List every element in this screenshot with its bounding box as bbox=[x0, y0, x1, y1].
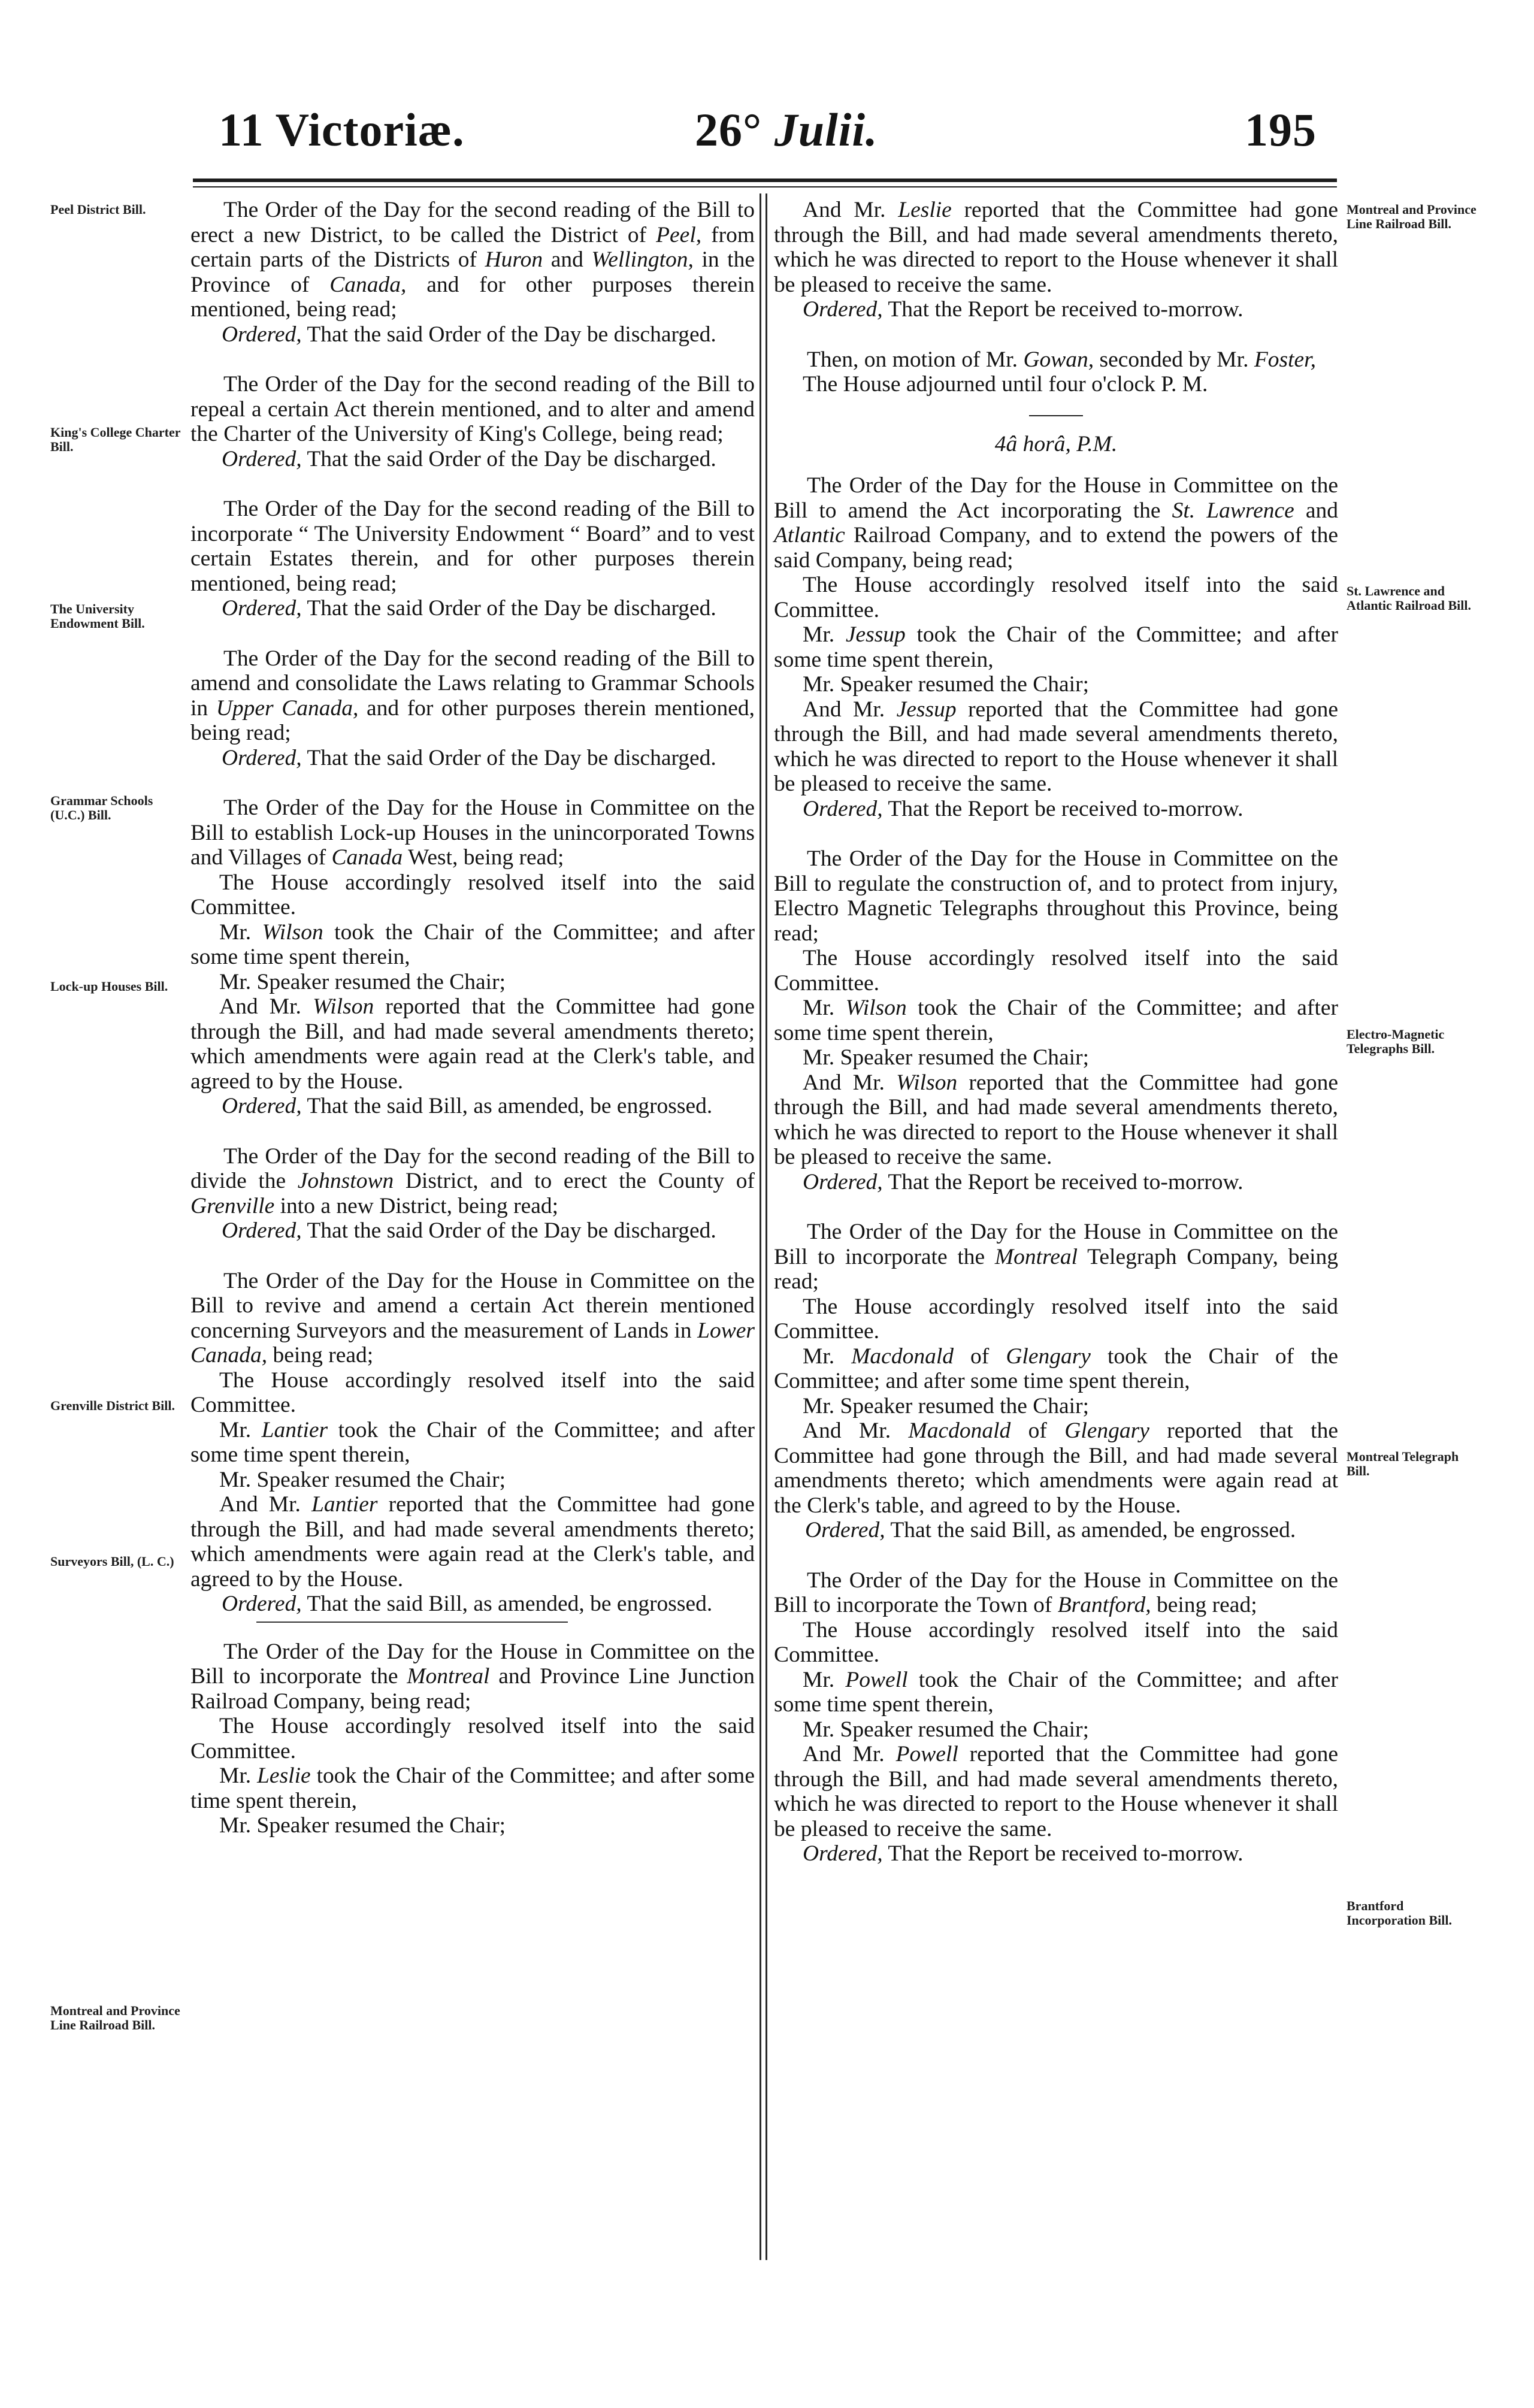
order-paragraph: Ordered, That the said Order of the Day be discharged. bbox=[222, 1218, 716, 1243]
paragraph: The House adjourned until four o'clock P. M. bbox=[803, 372, 1208, 397]
order-paragraph: Ordered, That the said Order of the Day be discharged. bbox=[222, 322, 716, 347]
margin-note-grammar: Grammar Schools (U.C.) Bill. bbox=[50, 793, 153, 822]
paragraph: Mr. Speaker resumed the Chair; bbox=[803, 1393, 1089, 1418]
margin-note-montreal-right: Montreal and Province Line Railroad Bill. bbox=[1347, 202, 1476, 231]
margin-note-grenville: Grenville District Bill. bbox=[50, 1398, 175, 1413]
paragraph: The House accordingly resolved itself into the said Committee. bbox=[190, 870, 755, 919]
paragraph: Mr. Speaker resumed the Chair; bbox=[803, 672, 1089, 697]
order-paragraph: Ordered, That the said Bill, as amended, be engrossed. bbox=[805, 1518, 1296, 1542]
margin-note-kings-college: King's College Charter Bill. bbox=[50, 425, 181, 454]
entry-st-lawrence bbox=[774, 473, 1338, 821]
order-paragraph: Ordered, That the Report be received to-morrow. bbox=[803, 796, 1243, 821]
column-divider-right bbox=[766, 193, 767, 2260]
paragraph: And Mr. Lantier reported that the Committee had gone through the Bill, and had made several amendments thereto; which amendments were again read at the Clerk's table, and agreed to by the House. bbox=[190, 1492, 755, 1592]
paragraph: Mr. Wilson took the Chair of the Committee; and after some time spent therein, bbox=[774, 996, 1338, 1045]
paragraph: Mr. Jessup took the Chair of the Committee; and after some time spent therein, bbox=[774, 622, 1338, 672]
paragraph: The Order of the Day for the second reading of the Bill to divide the Johnstown District, and to erect the County of Grenville into a new District, being read; bbox=[190, 1144, 755, 1218]
paragraph: Mr. Lantier took the Chair of the Committee; and after some time spent therein, bbox=[190, 1417, 755, 1467]
paragraph: Mr. Speaker resumed the Chair; bbox=[219, 969, 506, 994]
column-divider-left bbox=[760, 193, 761, 2260]
margin-note-montreal-telegraph: Montreal Telegraph Bill. bbox=[1347, 1449, 1459, 1478]
paragraph: The House accordingly resolved itself into the said Committee. bbox=[774, 946, 1338, 996]
margin-note-peel: Peel District Bill. bbox=[50, 202, 146, 217]
entry-brantford bbox=[774, 1568, 1338, 1866]
entry-electro-magnetic bbox=[774, 846, 1338, 1194]
order-paragraph: Ordered, That the Report be received to-morrow. bbox=[803, 1169, 1243, 1194]
entry-kings-college bbox=[190, 372, 755, 471]
paragraph: The House accordingly resolved itself into the said Committee. bbox=[774, 573, 1338, 622]
section-rule bbox=[256, 1622, 568, 1623]
paragraph: And Mr. Wilson reported that the Committee had gone through the Bill, and had made several amendments thereto; which amendments were again read at the Clerk's table, and agreed to by the House. bbox=[190, 994, 755, 1094]
time-heading: 4â horâ, P.M. bbox=[994, 431, 1118, 456]
entry-montreal-railroad-continued bbox=[774, 198, 1338, 322]
paragraph: The Order of the Day for the House in Committee on the Bill to establish Lock-up Houses in the unincorporated Towns and Villages of Canada West, being read; bbox=[190, 795, 755, 870]
header-month: Julii. bbox=[774, 104, 878, 156]
entry-montreal-railroad bbox=[190, 1639, 755, 1838]
paragraph: The Order of the Day for the House in Committee on the Bill to incorporate the Montreal and Province Line Junction Railroad Company, being read; bbox=[190, 1639, 755, 1714]
entry-adjournment bbox=[774, 347, 1338, 457]
entry-grammar-schools bbox=[190, 646, 755, 771]
paragraph: The House accordingly resolved itself into the said Committee. bbox=[774, 1617, 1338, 1667]
paragraph: The House accordingly resolved itself into the said Committee. bbox=[190, 1714, 755, 1763]
paragraph: Mr. Macdonald of Glengary took the Chair of the Committee; and after some time spent therein, bbox=[774, 1344, 1338, 1393]
paragraph: And Mr. Leslie reported that the Committee had gone through the Bill, and had made several amendments thereto, which he was directed to report to the House whenever it shall be pleased to receive the same. bbox=[774, 198, 1338, 297]
left-column bbox=[190, 198, 755, 1864]
entry-surveyors bbox=[190, 1269, 755, 1623]
paragraph: The Order of the Day for the House in Committee on the Bill to regulate the construction of, and to protect from injury, Electro Magnetic Telegraphs throughout this Province, being read; bbox=[774, 846, 1338, 946]
right-column bbox=[774, 198, 1338, 1892]
paragraph: The House accordingly resolved itself into the said Committee. bbox=[774, 1294, 1338, 1344]
paragraph: Mr. Speaker resumed the Chair; bbox=[803, 1717, 1089, 1742]
paragraph: And Mr. Jessup reported that the Committee had gone through the Bill, and had made several amendments thereto, which he was directed to report to the House whenever it shall be pleased to receive the same. bbox=[774, 697, 1338, 796]
header-date bbox=[695, 104, 878, 156]
order-paragraph: Ordered, That the Report be received to-morrow. bbox=[803, 1841, 1243, 1866]
header-rule-thin bbox=[193, 186, 1337, 187]
header-regnal-year: 11 Victoriæ. bbox=[219, 104, 465, 156]
paragraph: The House accordingly resolved itself into the said Committee. bbox=[190, 1368, 755, 1417]
section-rule bbox=[1029, 415, 1083, 416]
paragraph: And Mr. Powell reported that the Committee had gone through the Bill, and had made several amendments thereto, which he was directed to report to the House whenever it shall be pleased to receive the same. bbox=[774, 1742, 1339, 1841]
paragraph: Mr. Leslie took the Chair of the Committee; and after some time spent therein, bbox=[190, 1763, 755, 1813]
entry-lockup-houses bbox=[190, 795, 755, 1119]
header-day: 26° bbox=[695, 104, 763, 156]
entry-peel bbox=[190, 198, 755, 347]
paragraph: The Order of the Day for the House in Committee on the Bill to revive and amend a certain Act therein mentioned concerning Surveyors and the measurement of Lands in Lower Canada, being read; bbox=[190, 1268, 755, 1368]
paragraph: The Order of the Day for the House in Committee on the Bill to incorporate the Town of Brantford, being read; bbox=[774, 1568, 1338, 1617]
paragraph: Mr. Speaker resumed the Chair; bbox=[219, 1467, 506, 1492]
order-paragraph: Ordered, That the Report be received to-morrow. bbox=[803, 297, 1243, 322]
paragraph: Mr. Powell took the Chair of the Committee; and after some time spent therein, bbox=[774, 1667, 1338, 1717]
margin-note-surveyors: Surveyors Bill, (L. C.) bbox=[50, 1554, 174, 1569]
paragraph: Mr. Speaker resumed the Chair; bbox=[219, 1813, 506, 1838]
margin-note-electro-magnetic: Electro-Magnetic Telegraphs Bill. bbox=[1347, 1027, 1445, 1056]
page-number: 195 bbox=[1245, 104, 1317, 156]
entry-montreal-telegraph bbox=[774, 1220, 1338, 1543]
margin-note-montreal-left: Montreal and Province Line Railroad Bill. bbox=[50, 2003, 180, 2032]
paragraph: Mr. Speaker resumed the Chair; bbox=[803, 1045, 1089, 1070]
paragraph: And Mr. Wilson reported that the Committee had gone through the Bill, and had made several amendments thereto, which he was directed to report to the House whenever it shall be pleased to receive the same. bbox=[774, 1070, 1338, 1169]
header-rule-thick bbox=[193, 179, 1337, 182]
order-paragraph: Ordered, That the said Bill, as amended, be engrossed. bbox=[222, 1094, 713, 1118]
paragraph: Then, on motion of Mr. Gowan, seconded by Mr. Foster, bbox=[807, 347, 1316, 372]
paragraph: The Order of the Day for the House in Committee on the Bill to incorporate the Montreal Telegraph Company, being read; bbox=[774, 1220, 1339, 1294]
paragraph: The Order of the Day for the second reading of the Bill to repeal a certain Act therein mentioned, and to alter and amend the Charter of the University of King's College, being read; bbox=[190, 372, 755, 446]
paragraph: The Order of the Day for the second reading of the Bill to erect a new District, to be called the District of Peel, from certain parts of the Districts of Huron and Wellington, in the Province of Canada, and for other purposes therein mentioned, being read; bbox=[190, 198, 755, 322]
paragraph: And Mr. Macdonald of Glengary reported that the Committee had gone through the Bill, and had made several amendments thereto; which amendments were again read at the Clerk's table, and agreed to by the House. bbox=[774, 1418, 1338, 1518]
order-paragraph: Ordered, That the said Order of the Day be discharged. bbox=[222, 446, 716, 471]
order-paragraph: Ordered, That the said Order of the Day be discharged. bbox=[222, 596, 716, 621]
paragraph: Mr. Wilson took the Chair of the Committee; and after some time spent therein, bbox=[190, 919, 755, 969]
margin-note-university: The University Endowment Bill. bbox=[50, 601, 145, 631]
paragraph: The Order of the Day for the second reading of the Bill to incorporate “ The University Endowment “ Board” and to vest certain Estates therein, and for other purposes therein mentioned, being read; bbox=[190, 497, 755, 596]
paragraph: The Order of the Day for the House in Committee on the Bill to amend the Act incorporating the St. Lawrence and Atlantic Railroad Company, and to extend the powers of the said Company, being read; bbox=[774, 473, 1338, 573]
order-paragraph: Ordered, That the said Bill, as amended, be engrossed. bbox=[222, 1592, 713, 1616]
margin-note-lockup: Lock-up Houses Bill. bbox=[50, 979, 168, 994]
entry-university bbox=[190, 497, 755, 621]
order-paragraph: Ordered, That the said Order of the Day be discharged. bbox=[222, 745, 716, 770]
margin-note-brantford: Brantford Incorporation Bill. bbox=[1347, 1898, 1453, 1928]
margin-note-st-lawrence: St. Lawrence and Atlantic Railroad Bill. bbox=[1347, 583, 1471, 613]
paragraph: The Order of the Day for the second reading of the Bill to amend and consolidate the Laws relating to Grammar Schools in Upper Canada, and for other purposes therein mentioned, being read; bbox=[190, 646, 755, 745]
entry-grenville bbox=[190, 1144, 755, 1244]
